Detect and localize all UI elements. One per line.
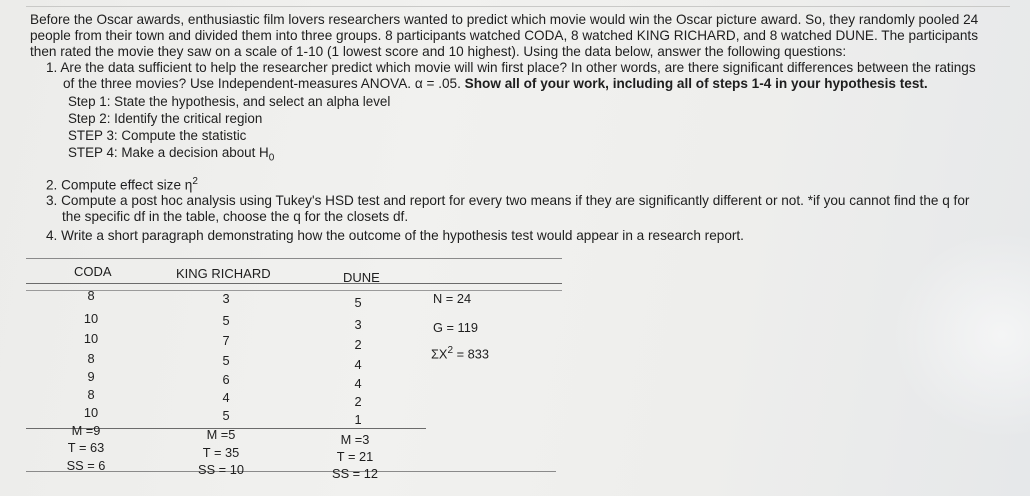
- sum-x-squared-prefix: ΣX: [431, 346, 448, 362]
- question-3-line-1: 3. Compute a post hoc analysis using Tukey's HSD test and report for every two means if they are significantly different or not. *if you cannot find the q for: [46, 193, 970, 208]
- total-n: N = 24: [433, 291, 472, 306]
- coda-cell: 10: [83, 405, 99, 420]
- header-coda: CODA: [74, 264, 112, 279]
- king-richard-ss: SS = 10: [198, 462, 244, 477]
- coda-cell: 8: [87, 288, 95, 303]
- king-richard-cell: 3: [222, 291, 230, 306]
- coda-cell: 10: [83, 311, 99, 326]
- light-glare: [890, 230, 1030, 440]
- header-dune: DUNE: [343, 270, 380, 285]
- question-1-plain: of the three movies? Use Independent-measures ANOVA. α = .05.: [63, 76, 465, 91]
- question-1-line-1: 1. Are the data sufficient to help the researcher predict which movie will win first place? In other words, are there significant differences between the ratings: [46, 60, 976, 75]
- dune-total: T = 21: [336, 449, 374, 464]
- coda-cell: 10: [83, 331, 99, 346]
- coda-cell: 8: [87, 351, 95, 366]
- question-1-bold: Show all of your work, including all of steps 1-4 in your hypothesis test.: [464, 76, 928, 91]
- king-richard-cell: 4: [222, 390, 230, 405]
- dune-cell: 2: [354, 394, 362, 409]
- intro-paragraph: [30, 12, 1015, 60]
- dune-cell: 4: [354, 376, 362, 391]
- question-2-superscript: 2: [192, 176, 198, 187]
- sum-x-squared-value: = 833: [453, 346, 489, 362]
- intro-line: people from their town and divided them into three groups. 8 participants watched CODA, 8 watched KING RICHARD, and 8 watched DUNE. The participants: [30, 28, 979, 43]
- intro-line: Before the Oscar awards, enthusiastic film lovers researchers wanted to predict which movie would win the Oscar picture award. So, they randomly pooled 24: [30, 12, 979, 27]
- dune-cell: 4: [354, 357, 362, 372]
- dune-cell: 2: [354, 337, 362, 352]
- question-2-text: 2. Compute effect size η: [46, 177, 193, 193]
- top-rule: [26, 6, 1010, 7]
- king-richard-cell: 6: [222, 372, 230, 387]
- dune-cell: 5: [354, 295, 362, 310]
- dune-cell: 1: [354, 412, 362, 427]
- step-4: [68, 145, 274, 167]
- question-3-line-2: the specific df in the table, choose the q for the closets df.: [62, 209, 409, 224]
- question-1-line-2: [63, 76, 928, 92]
- step-3: STEP 3: Compute the statistic: [68, 128, 247, 143]
- dune-mean: M =3: [340, 432, 370, 447]
- table-header-rule-1: [26, 283, 562, 284]
- king-richard-cell: 7: [222, 333, 230, 348]
- coda-cell: 8: [87, 387, 95, 402]
- coda-mean: M =9: [71, 423, 101, 438]
- question-2: [46, 174, 198, 194]
- coda-total: T = 63: [67, 440, 105, 455]
- header-king-richard: KING RICHARD: [176, 266, 271, 281]
- king-richard-mean: M =5: [206, 427, 236, 442]
- intro-line: then rated the movie they saw on a scale of 1-10 (1 lowest score and 10 highest). Using the data below, answer the following questions:: [30, 44, 847, 59]
- step-4-text: STEP 4: Make a decision about H: [68, 145, 269, 160]
- dune-cell: 3: [354, 317, 362, 332]
- king-richard-cell: 5: [222, 353, 230, 368]
- step-1: Step 1: State the hypothesis, and select an alpha level: [68, 94, 391, 109]
- question-4: 4. Write a short paragraph demonstrating how the outcome of the hypothesis test would appear in a research report.: [46, 228, 744, 243]
- king-richard-cell: 5: [222, 313, 230, 328]
- table-top-rule: [26, 258, 562, 259]
- king-richard-cell: 5: [222, 408, 230, 423]
- king-richard-total: T = 35: [202, 445, 240, 460]
- sum-x-squared: [431, 343, 489, 361]
- step-4-subscript: 0: [268, 152, 275, 164]
- dune-ss: SS = 12: [332, 466, 378, 481]
- step-2: Step 2: Identify the critical region: [68, 111, 263, 126]
- sum-x-squared-superscript: 2: [447, 345, 454, 356]
- coda-ss: SS = 6: [66, 458, 106, 473]
- coda-cell: 9: [87, 369, 95, 384]
- grand-total: G = 119: [433, 320, 478, 335]
